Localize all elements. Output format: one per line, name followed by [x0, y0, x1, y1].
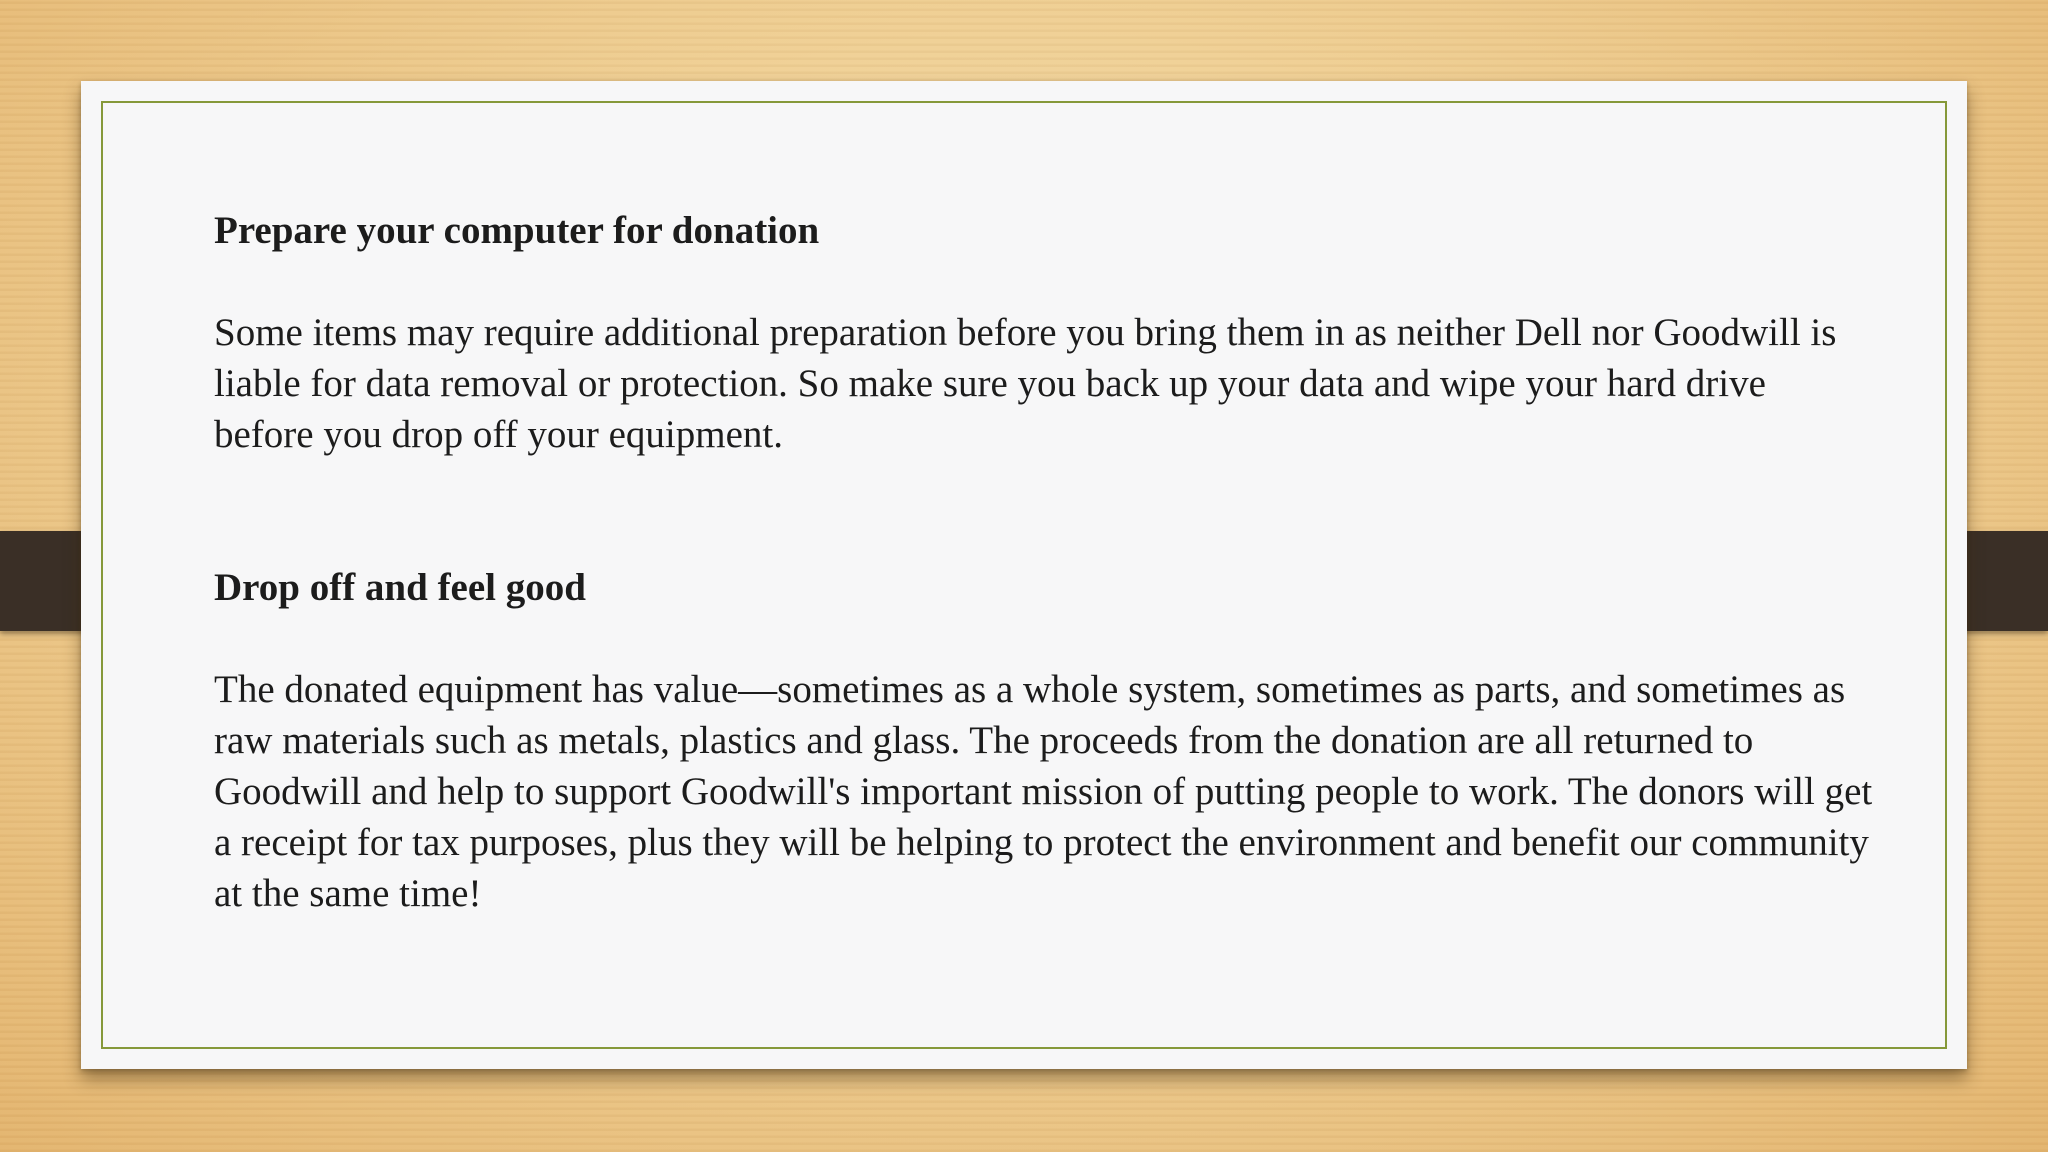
section-body-drop-off: The donated equipment has value—sometimes as a whole system, sometimes as parts, and sometimes as raw materials such as metals, plastics and glass. The proceeds from the donation are all returned to Goodwill and help to support Goodwill's important mission of putting people to work. The donors will get a receipt for tax purposes, plus they will be helping to protect the environment and benefit our community at the same time! [214, 668, 1873, 915]
section-heading-prepare: Prepare your computer for donation [214, 209, 820, 252]
section-heading-drop-off: Drop off and feel good [214, 566, 586, 609]
section-body-prepare: Some items may require additional preparation before you bring them in as neither Dell nor Goodwill is liable for data removal or protection. So make sure you back up your data and wipe your hard drive before you drop off your equipment. [214, 311, 1837, 456]
slide-content [214, 205, 1874, 919]
